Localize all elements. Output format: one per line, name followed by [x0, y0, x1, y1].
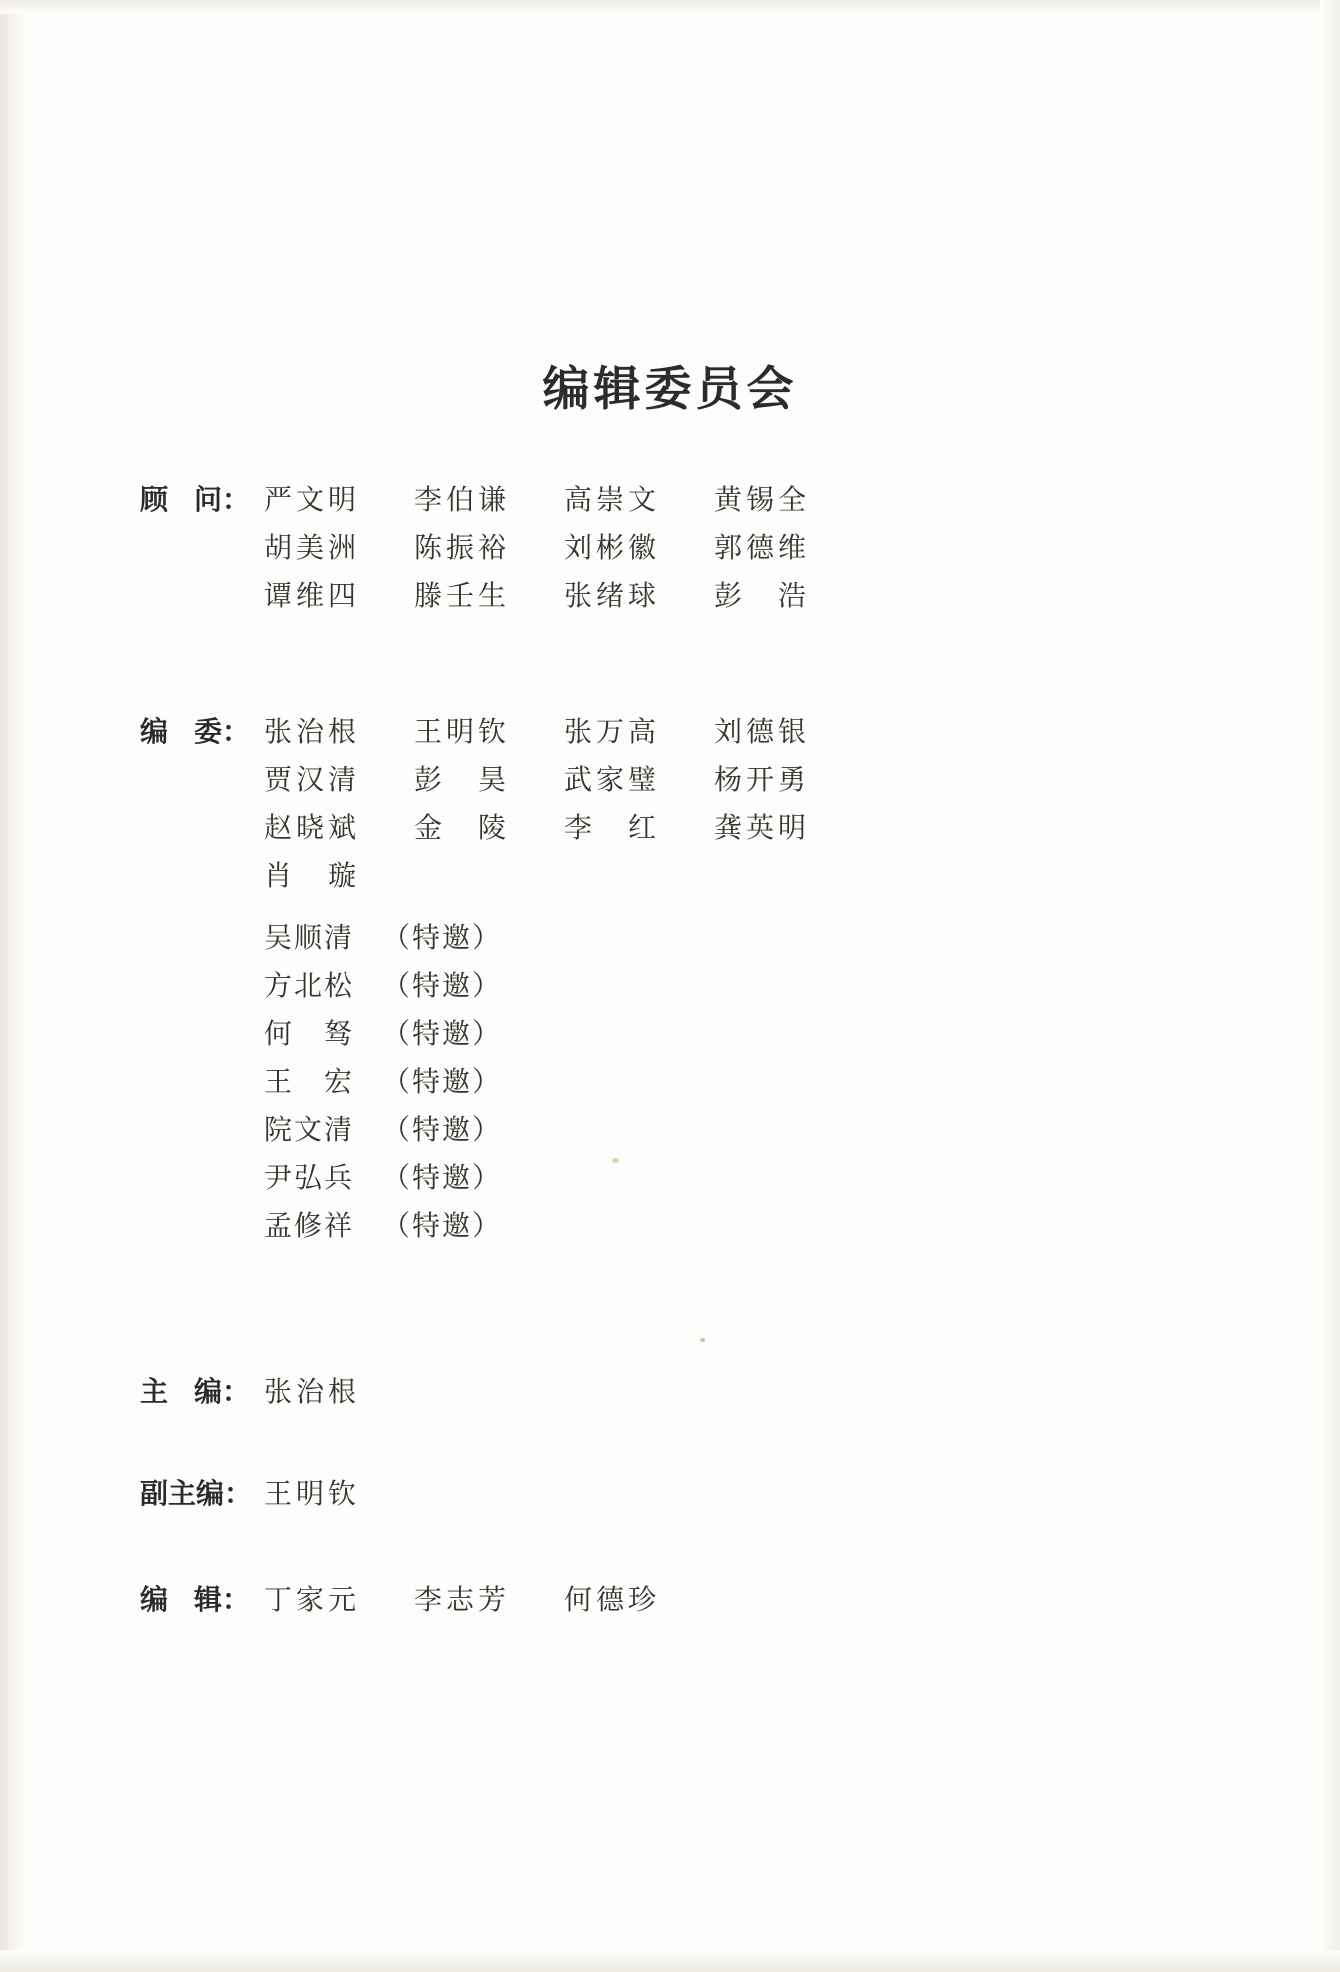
person-name: 谭维四: [264, 579, 361, 612]
section-advisors: [140, 478, 810, 622]
person-name: 贾汉清: [264, 763, 361, 796]
page-edge-bottom: [0, 1950, 1340, 1972]
special-members-list: [140, 916, 810, 1244]
section-row: [140, 806, 810, 846]
name-list: [264, 1578, 660, 1618]
section-editors: [140, 1578, 660, 1626]
person-name: 彭 浩: [714, 579, 811, 612]
name-list: [264, 1472, 360, 1512]
name-list: [264, 1370, 360, 1410]
person-name: 院文清: [264, 1113, 355, 1146]
special-member-row: [264, 964, 810, 1004]
person-name: 郭德维: [714, 531, 811, 564]
person-name: 李志芳: [414, 1583, 511, 1616]
section-editorial-board: [140, 710, 810, 1252]
special-invite-tag: （特邀）: [382, 1113, 503, 1146]
page-edge-right: [1320, 0, 1340, 1972]
person-name: 张治根: [264, 715, 361, 748]
person-name: 陈振裕: [414, 531, 511, 564]
person-name: 张万高: [564, 715, 661, 748]
person-name: 高崇文: [564, 483, 661, 516]
person-name: 金 陵: [414, 811, 511, 844]
person-name: 何德珍: [564, 1583, 661, 1616]
section-label-editor-in-chief: 主 编：: [140, 1375, 251, 1408]
special-member-row: [264, 1108, 810, 1148]
section-deputy-editor-in-chief: [140, 1472, 360, 1520]
section-row: [140, 574, 810, 614]
special-invite-tag: （特邀）: [382, 921, 503, 954]
person-name: 黄锡全: [714, 483, 811, 516]
spacer: [140, 902, 810, 916]
page-edge-left: [0, 0, 26, 1972]
person-name: 胡美洲: [264, 531, 361, 564]
special-member-row: [264, 916, 810, 956]
special-invite-tag: （特邀）: [382, 1017, 503, 1050]
special-member-row: [264, 1012, 810, 1052]
person-name: 龚英明: [714, 811, 811, 844]
person-name: 李 红: [564, 811, 661, 844]
special-invite-tag: （特邀）: [382, 1161, 503, 1194]
name-list: [264, 758, 810, 798]
person-name: 方北松: [264, 969, 355, 1002]
section-row: [140, 1370, 360, 1410]
name-list: [264, 806, 810, 846]
section-row: [140, 854, 810, 894]
person-name: 王明钦: [414, 715, 511, 748]
section-label-editors: 编 辑：: [140, 1583, 251, 1616]
section-row: [140, 526, 810, 566]
person-name: 王 宏: [264, 1065, 355, 1098]
section-label-editorial-board: 编 委：: [140, 715, 251, 748]
person-name: 武家璧: [564, 763, 661, 796]
special-member-row: [264, 1156, 810, 1196]
name-list: [264, 854, 360, 894]
name-list: [264, 574, 810, 614]
person-name: 吴顺清: [264, 921, 355, 954]
person-name: 张治根: [264, 1375, 361, 1408]
person-name: 杨开勇: [714, 763, 811, 796]
section-label-deputy-editor-in-chief: 副主编：: [140, 1477, 253, 1510]
section-row: [140, 478, 810, 518]
page-title: 编辑委员会: [542, 362, 798, 417]
person-name: 何 驽: [264, 1017, 355, 1050]
person-name: 张绪球: [564, 579, 661, 612]
page-edge-top: [0, 0, 1340, 14]
person-name: 尹弘兵: [264, 1161, 355, 1194]
person-name: 赵晓斌: [264, 811, 361, 844]
person-name: 刘德银: [714, 715, 811, 748]
person-name: 肖 璇: [264, 859, 361, 892]
person-name: 李伯谦: [414, 483, 511, 516]
person-name: 丁家元: [264, 1583, 361, 1616]
person-name: 王明钦: [264, 1477, 361, 1510]
section-row: [140, 710, 810, 750]
special-invite-tag: （特邀）: [382, 1065, 503, 1098]
section-row: [140, 758, 810, 798]
person-name: 彭 昊: [414, 763, 511, 796]
name-list: [264, 710, 810, 750]
section-row: [140, 1472, 360, 1512]
name-list: [264, 478, 810, 518]
section-row: [140, 1578, 660, 1618]
person-name: 刘彬徽: [564, 531, 661, 564]
name-list: [264, 526, 810, 566]
person-name: 孟修祥: [264, 1209, 355, 1242]
special-invite-tag: （特邀）: [382, 969, 503, 1002]
section-label-advisors: 顾 问：: [140, 483, 251, 516]
section-editor-in-chief: [140, 1370, 360, 1418]
special-member-row: [264, 1060, 810, 1100]
paper-speck: [700, 1338, 705, 1342]
special-member-row: [264, 1204, 810, 1244]
person-name: 滕壬生: [414, 579, 511, 612]
special-invite-tag: （特邀）: [382, 1209, 503, 1242]
person-name: 严文明: [264, 483, 361, 516]
